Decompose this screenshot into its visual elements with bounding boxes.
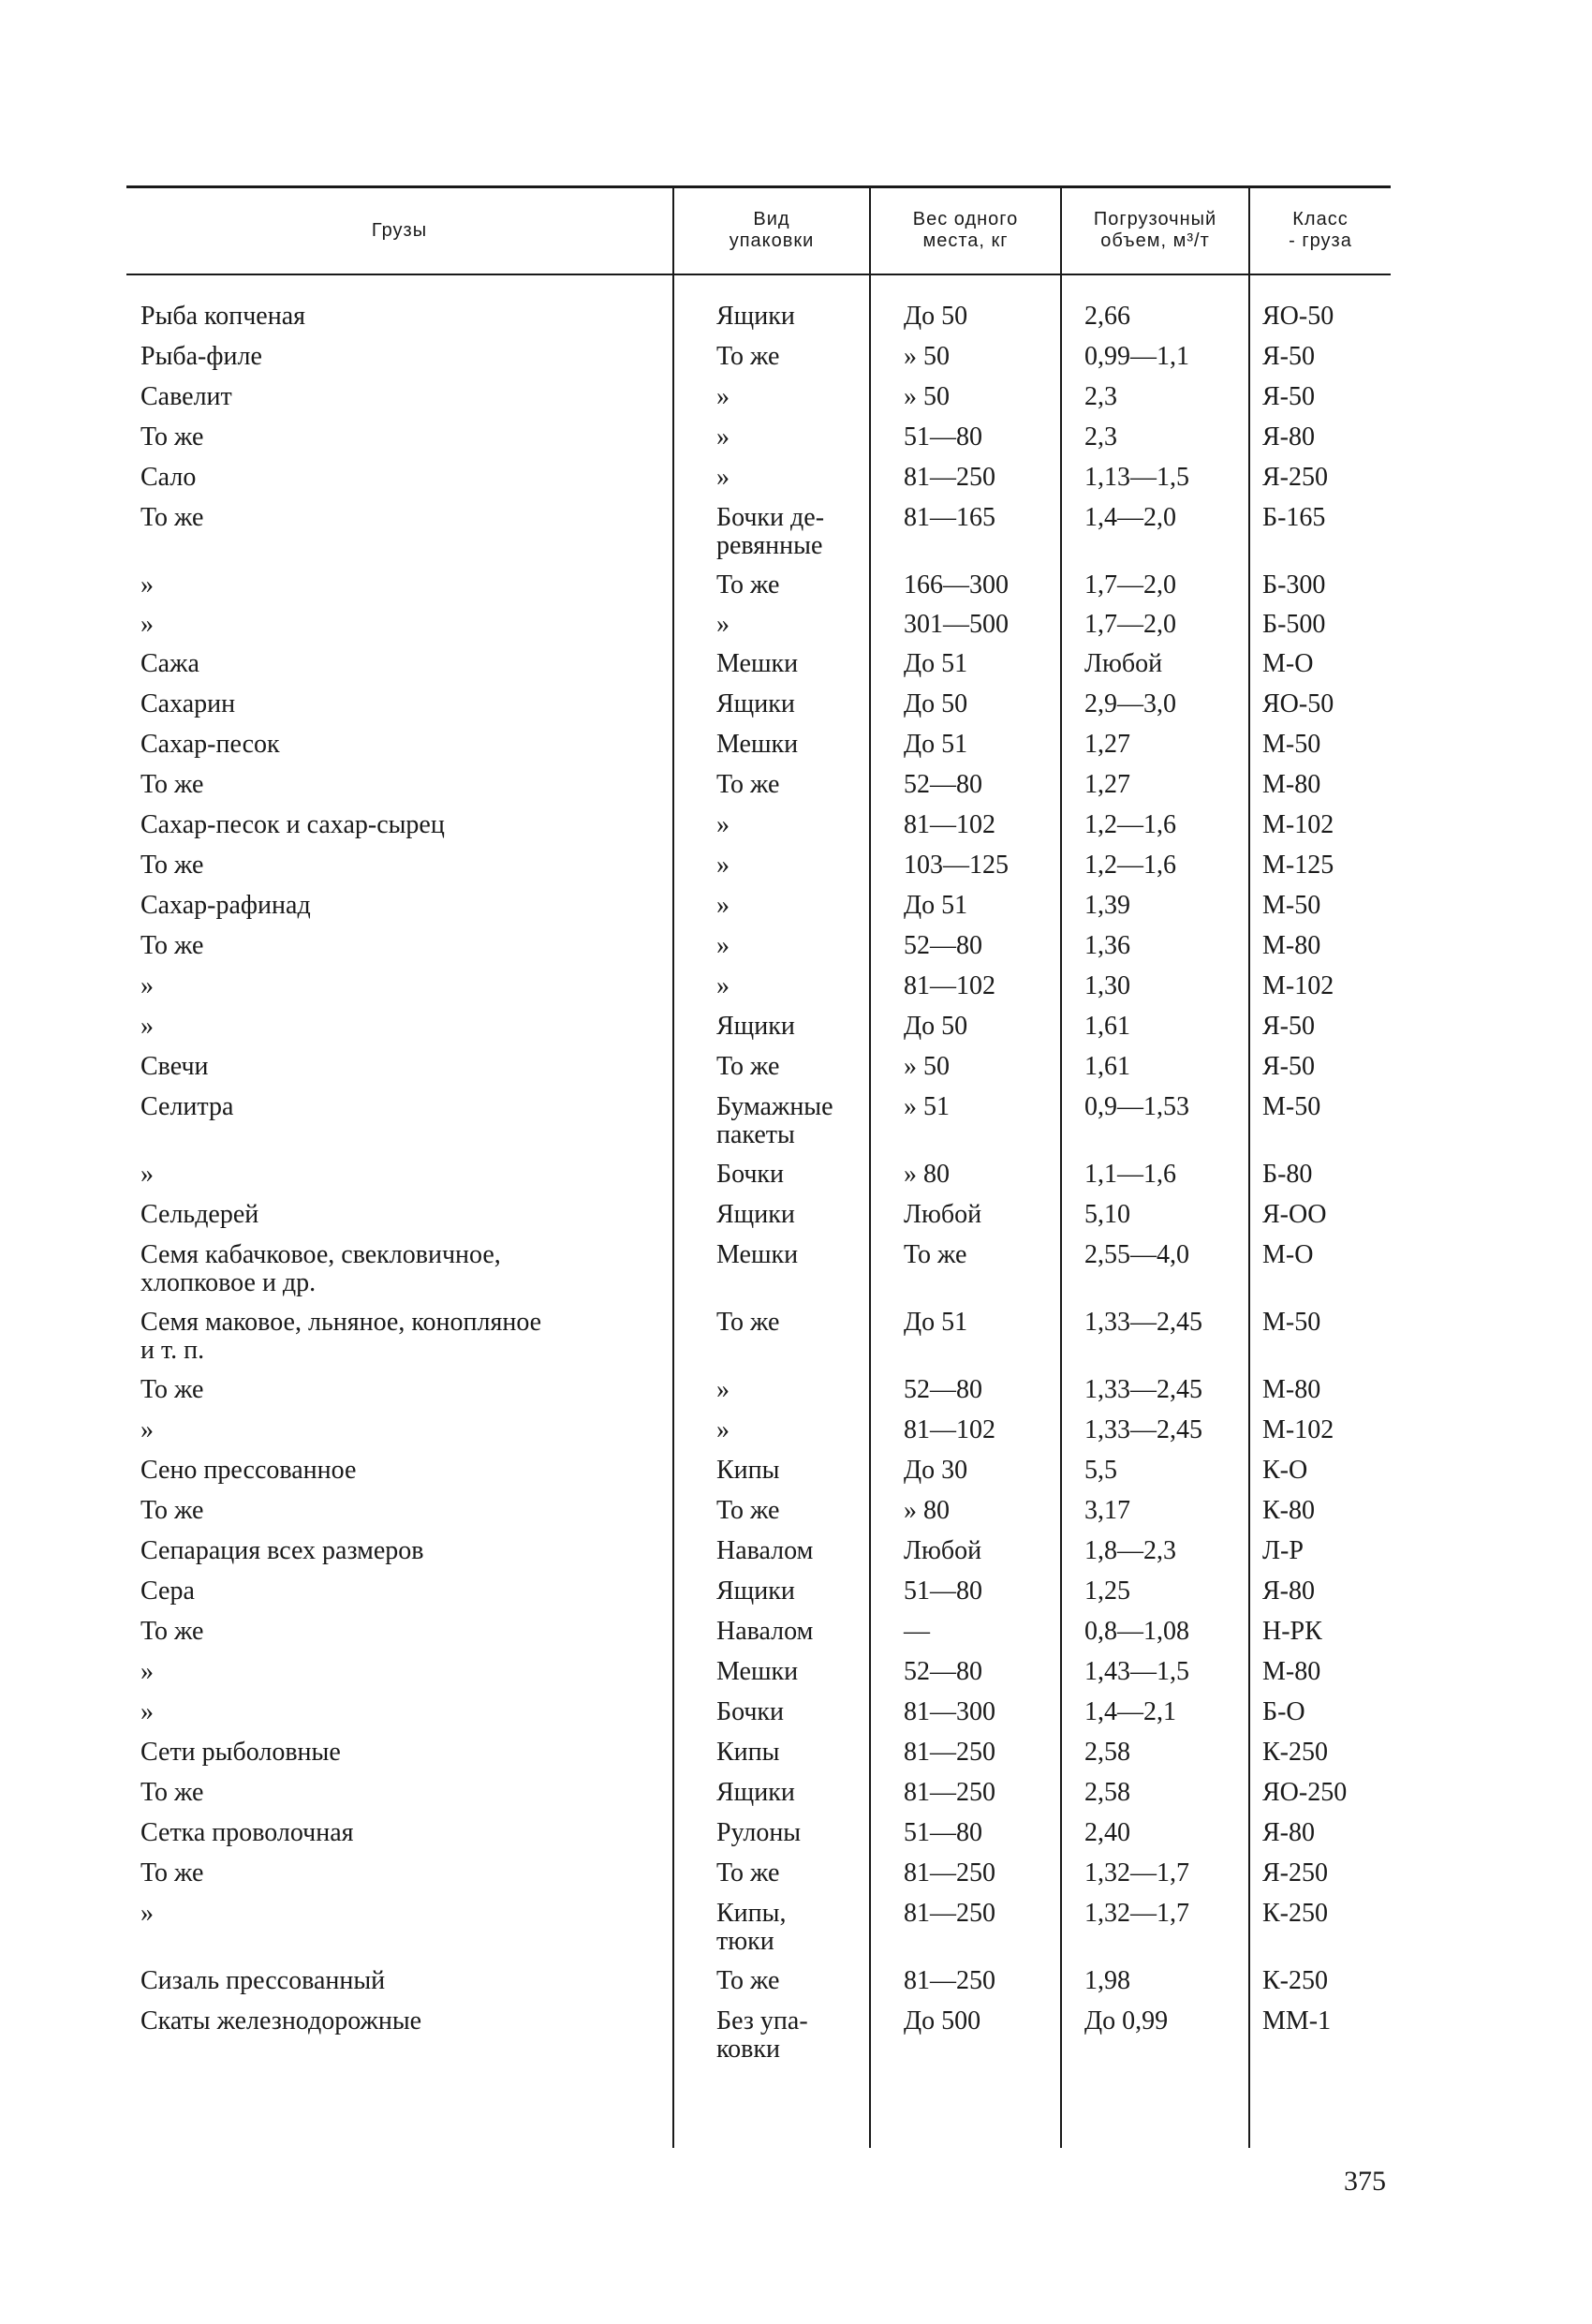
cargo-cell: Свечи [140, 1052, 209, 1081]
packaging-cell: То же [716, 770, 780, 799]
header-cargo: Грузы [371, 219, 428, 241]
packaging-cell: Без упа- ковки [716, 2006, 808, 2064]
volume-cell: 2,58 [1084, 1778, 1130, 1807]
volume-cell: 1,39 [1084, 891, 1130, 920]
packaging-cell: Мешки [716, 1240, 799, 1269]
packaging-cell: Ящики [716, 689, 795, 718]
class-cell: Я-50 [1262, 342, 1315, 371]
volume-cell: 1,4—2,0 [1084, 503, 1176, 532]
weight-cell: До 50 [904, 689, 968, 718]
class-cell: Я-250 [1262, 1858, 1328, 1887]
cargo-cell: То же [140, 770, 204, 799]
weight-cell: 51—80 [904, 1576, 982, 1606]
class-cell: М-125 [1262, 851, 1334, 880]
cargo-cell: Савелит [140, 382, 232, 411]
weight-cell: 103—125 [904, 851, 1009, 880]
cargo-cell: То же [140, 422, 204, 451]
volume-cell: 1,7—2,0 [1084, 610, 1176, 639]
packaging-cell: » [716, 851, 730, 880]
packaging-cell: Ящики [716, 302, 795, 331]
packaging-cell: То же [716, 1308, 780, 1337]
weight-cell: 52—80 [904, 770, 982, 799]
class-cell: К-250 [1262, 1738, 1328, 1767]
volume-cell: 1,1—1,6 [1084, 1160, 1176, 1189]
volume-cell: 1,61 [1084, 1012, 1130, 1041]
weight-cell: 52—80 [904, 1657, 982, 1686]
packaging-cell: Ящики [716, 1012, 795, 1041]
weight-cell: — [904, 1617, 930, 1646]
volume-cell: 1,27 [1084, 730, 1130, 759]
volume-cell: 0,9—1,53 [1084, 1092, 1189, 1121]
cargo-cell: То же [140, 1858, 204, 1887]
weight-cell: » 80 [904, 1496, 950, 1525]
packaging-cell: » [716, 971, 730, 1000]
cargo-cell: » [140, 1415, 154, 1444]
header-weight: Вес одного места, кг [912, 209, 1019, 251]
weight-cell: Любой [904, 1200, 982, 1229]
packaging-cell: Бочки де- ревянные [716, 503, 825, 560]
cargo-cell: » [140, 610, 154, 639]
header-packaging: Вид упаковки [729, 209, 815, 251]
volume-cell: 1,98 [1084, 1966, 1130, 1995]
packaging-cell: То же [716, 342, 780, 371]
cargo-cell: Семя кабачковое, свекловичное, хлопковое и др. [140, 1240, 501, 1297]
weight-cell: 81—250 [904, 1738, 995, 1767]
cargo-cell: » [140, 1012, 154, 1041]
weight-cell: » 51 [904, 1092, 950, 1121]
weight-cell: До 51 [904, 891, 968, 920]
weight-cell: » 80 [904, 1160, 950, 1189]
weight-cell: » 50 [904, 1052, 950, 1081]
volume-cell: 0,8—1,08 [1084, 1617, 1189, 1646]
cargo-cell: То же [140, 1496, 204, 1525]
volume-cell: 1,33—2,45 [1084, 1415, 1202, 1444]
cargo-cell: » [140, 1697, 154, 1726]
class-cell: М-102 [1262, 1415, 1334, 1444]
volume-cell: 2,9—3,0 [1084, 689, 1176, 718]
volume-cell: 1,43—1,5 [1084, 1657, 1189, 1686]
weight-cell: 81—165 [904, 503, 995, 532]
packaging-cell: » [716, 931, 730, 960]
weight-cell: 81—250 [904, 1778, 995, 1807]
weight-cell: Любой [904, 1536, 982, 1565]
packaging-cell: » [716, 463, 730, 492]
cargo-cell: Скаты железнодорожные [140, 2006, 422, 2035]
weight-cell: 81—250 [904, 1966, 995, 1995]
volume-cell: 3,17 [1084, 1496, 1130, 1525]
weight-cell: » 50 [904, 382, 950, 411]
class-cell: М-80 [1262, 931, 1321, 960]
cargo-cell: То же [140, 851, 204, 880]
weight-cell: » 50 [904, 342, 950, 371]
packaging-cell: » [716, 1375, 730, 1404]
cargo-cell: Сахар-рафинад [140, 891, 311, 920]
packaging-cell: То же [716, 1496, 780, 1525]
volume-cell: Любой [1084, 649, 1163, 678]
volume-cell: 1,61 [1084, 1052, 1130, 1081]
packaging-cell: Бумажные пакеты [716, 1092, 833, 1149]
class-cell: М-50 [1262, 1308, 1321, 1337]
class-cell: М-50 [1262, 730, 1321, 759]
volume-cell: 1,32—1,7 [1084, 1899, 1189, 1928]
packaging-cell: Мешки [716, 649, 799, 678]
cargo-cell: Сало [140, 463, 197, 492]
class-cell: М-О [1262, 1240, 1314, 1269]
class-cell: М-102 [1262, 971, 1334, 1000]
weight-cell: До 51 [904, 1308, 968, 1337]
class-cell: М-102 [1262, 810, 1334, 839]
weight-cell: 81—250 [904, 463, 995, 492]
cargo-cell: » [140, 971, 154, 1000]
packaging-cell: » [716, 422, 730, 451]
volume-cell: 2,58 [1084, 1738, 1130, 1767]
volume-cell: 1,27 [1084, 770, 1130, 799]
class-cell: Я-250 [1262, 463, 1328, 492]
cargo-cell: Сажа [140, 649, 199, 678]
class-cell: Я-50 [1262, 382, 1315, 411]
class-cell: Б-300 [1262, 570, 1326, 600]
cargo-cell: То же [140, 1375, 204, 1404]
cargo-cell: » [140, 1899, 154, 1928]
cargo-cell: Рыба-филе [140, 342, 262, 371]
weight-cell: 81—250 [904, 1899, 995, 1928]
volume-cell: 1,33—2,45 [1084, 1375, 1202, 1404]
cargo-cell: То же [140, 931, 204, 960]
weight-cell: 81—250 [904, 1858, 995, 1887]
weight-cell: 51—80 [904, 1818, 982, 1847]
class-cell: ЯО-50 [1262, 302, 1334, 331]
weight-cell: 81—102 [904, 971, 995, 1000]
class-cell: Л-Р [1262, 1536, 1304, 1565]
class-cell: М-80 [1262, 1375, 1321, 1404]
class-cell: Н-РК [1262, 1617, 1322, 1646]
cargo-cell: Сепарация всех размеров [140, 1536, 424, 1565]
class-cell: М-50 [1262, 1092, 1321, 1121]
cargo-cell: Сено прессованное [140, 1456, 357, 1485]
class-cell: Я-ОО [1262, 1200, 1327, 1229]
packaging-cell: » [716, 610, 730, 639]
class-cell: Б-165 [1262, 503, 1326, 532]
volume-cell: 2,55—4,0 [1084, 1240, 1189, 1269]
cargo-cell: » [140, 570, 154, 600]
class-cell: М-80 [1262, 770, 1321, 799]
cargo-cell: » [140, 1657, 154, 1686]
packaging-cell: Ящики [716, 1778, 795, 1807]
volume-cell: 1,32—1,7 [1084, 1858, 1189, 1887]
class-cell: Я-50 [1262, 1052, 1315, 1081]
class-cell: К-250 [1262, 1899, 1328, 1928]
cargo-cell: Рыба копченая [140, 302, 306, 331]
weight-cell: 51—80 [904, 422, 982, 451]
volume-cell: 1,30 [1084, 971, 1130, 1000]
cargo-cell: То же [140, 503, 204, 532]
weight-cell: До 30 [904, 1456, 968, 1485]
packaging-cell: Бочки [716, 1160, 785, 1189]
packaging-cell: Рулоны [716, 1818, 802, 1847]
packaging-cell: Ящики [716, 1576, 795, 1606]
cargo-cell: Сахарин [140, 689, 236, 718]
class-cell: ММ-1 [1262, 2006, 1332, 2035]
packaging-cell: То же [716, 1858, 780, 1887]
cargo-cell: Сети рыболовные [140, 1738, 341, 1767]
class-cell: К-250 [1262, 1966, 1328, 1995]
packaging-cell: Мешки [716, 730, 799, 759]
weight-cell: 52—80 [904, 931, 982, 960]
volume-cell: 2,3 [1084, 382, 1117, 411]
volume-cell: 1,4—2,1 [1084, 1697, 1176, 1726]
class-cell: К-80 [1262, 1496, 1315, 1525]
cargo-cell: Сахар-песок [140, 730, 280, 759]
header-class: Класс - груза [1289, 209, 1352, 251]
packaging-cell: Бочки [716, 1697, 785, 1726]
packaging-cell: Навалом [716, 1536, 814, 1565]
volume-cell: 1,36 [1084, 931, 1130, 960]
class-cell: ЯО-250 [1262, 1778, 1348, 1807]
class-cell: Я-80 [1262, 1818, 1315, 1847]
cargo-cell: Селитра [140, 1092, 234, 1121]
volume-cell: 1,7—2,0 [1084, 570, 1176, 600]
weight-cell: 301—500 [904, 610, 1009, 639]
volume-cell: 1,2—1,6 [1084, 851, 1176, 880]
packaging-cell: То же [716, 1966, 780, 1995]
packaging-cell: » [716, 891, 730, 920]
packaging-cell: » [716, 810, 730, 839]
weight-cell: То же [904, 1240, 967, 1269]
page-number: 375 [1344, 2166, 1386, 2197]
weight-cell: До 51 [904, 730, 968, 759]
weight-cell: До 50 [904, 1012, 968, 1041]
weight-cell: До 51 [904, 649, 968, 678]
class-cell: К-О [1262, 1456, 1308, 1485]
packaging-cell: Навалом [716, 1617, 814, 1646]
class-cell: М-80 [1262, 1657, 1321, 1686]
volume-cell: 1,25 [1084, 1576, 1130, 1606]
packaging-cell: Кипы [716, 1456, 780, 1485]
class-cell: Б-О [1262, 1697, 1305, 1726]
weight-cell: 81—300 [904, 1697, 995, 1726]
cargo-cell: То же [140, 1778, 204, 1807]
cargo-cell: Сизаль прессованный [140, 1966, 386, 1995]
volume-cell: До 0,99 [1084, 2006, 1169, 2035]
header-volume: Погрузочный объем, м³/т [1093, 209, 1217, 251]
cargo-cell: Сетка проволочная [140, 1818, 354, 1847]
packaging-cell: Кипы, тюки [716, 1899, 787, 1956]
weight-cell: 52—80 [904, 1375, 982, 1404]
weight-cell: До 50 [904, 302, 968, 331]
volume-cell: 0,99—1,1 [1084, 342, 1189, 371]
volume-cell: 2,40 [1084, 1818, 1130, 1847]
volume-cell: 5,10 [1084, 1200, 1130, 1229]
class-cell: Я-80 [1262, 1576, 1315, 1606]
class-cell: Б-80 [1262, 1160, 1313, 1189]
packaging-cell: » [716, 1415, 730, 1444]
class-cell: М-50 [1262, 891, 1321, 920]
packaging-cell: Мешки [716, 1657, 799, 1686]
weight-cell: 81—102 [904, 1415, 995, 1444]
volume-cell: 1,33—2,45 [1084, 1308, 1202, 1337]
volume-cell: 1,13—1,5 [1084, 463, 1189, 492]
packaging-cell: Кипы [716, 1738, 780, 1767]
class-cell: Я-50 [1262, 1012, 1315, 1041]
cargo-cell: » [140, 1160, 154, 1189]
volume-cell: 5,5 [1084, 1456, 1117, 1485]
packaging-cell: Ящики [716, 1200, 795, 1229]
class-cell: Я-80 [1262, 422, 1315, 451]
cargo-cell: Сельдерей [140, 1200, 259, 1229]
class-cell: Б-500 [1262, 610, 1326, 639]
volume-cell: 2,3 [1084, 422, 1117, 451]
volume-cell: 1,2—1,6 [1084, 810, 1176, 839]
cargo-cell: Сера [140, 1576, 195, 1606]
weight-cell: 166—300 [904, 570, 1009, 600]
class-cell: М-О [1262, 649, 1314, 678]
packaging-cell: » [716, 382, 730, 411]
packaging-cell: То же [716, 1052, 780, 1081]
packaging-cell: То же [716, 570, 780, 600]
cargo-cell: Семя маковое, льняное, конопляное и т. п. [140, 1308, 542, 1365]
cargo-cell: То же [140, 1617, 204, 1646]
cargo-cell: Сахар-песок и сахар-сырец [140, 810, 445, 839]
weight-cell: 81—102 [904, 810, 995, 839]
class-cell: ЯО-50 [1262, 689, 1334, 718]
volume-cell: 2,66 [1084, 302, 1130, 331]
volume-cell: 1,8—2,3 [1084, 1536, 1176, 1565]
weight-cell: До 500 [904, 2006, 981, 2035]
